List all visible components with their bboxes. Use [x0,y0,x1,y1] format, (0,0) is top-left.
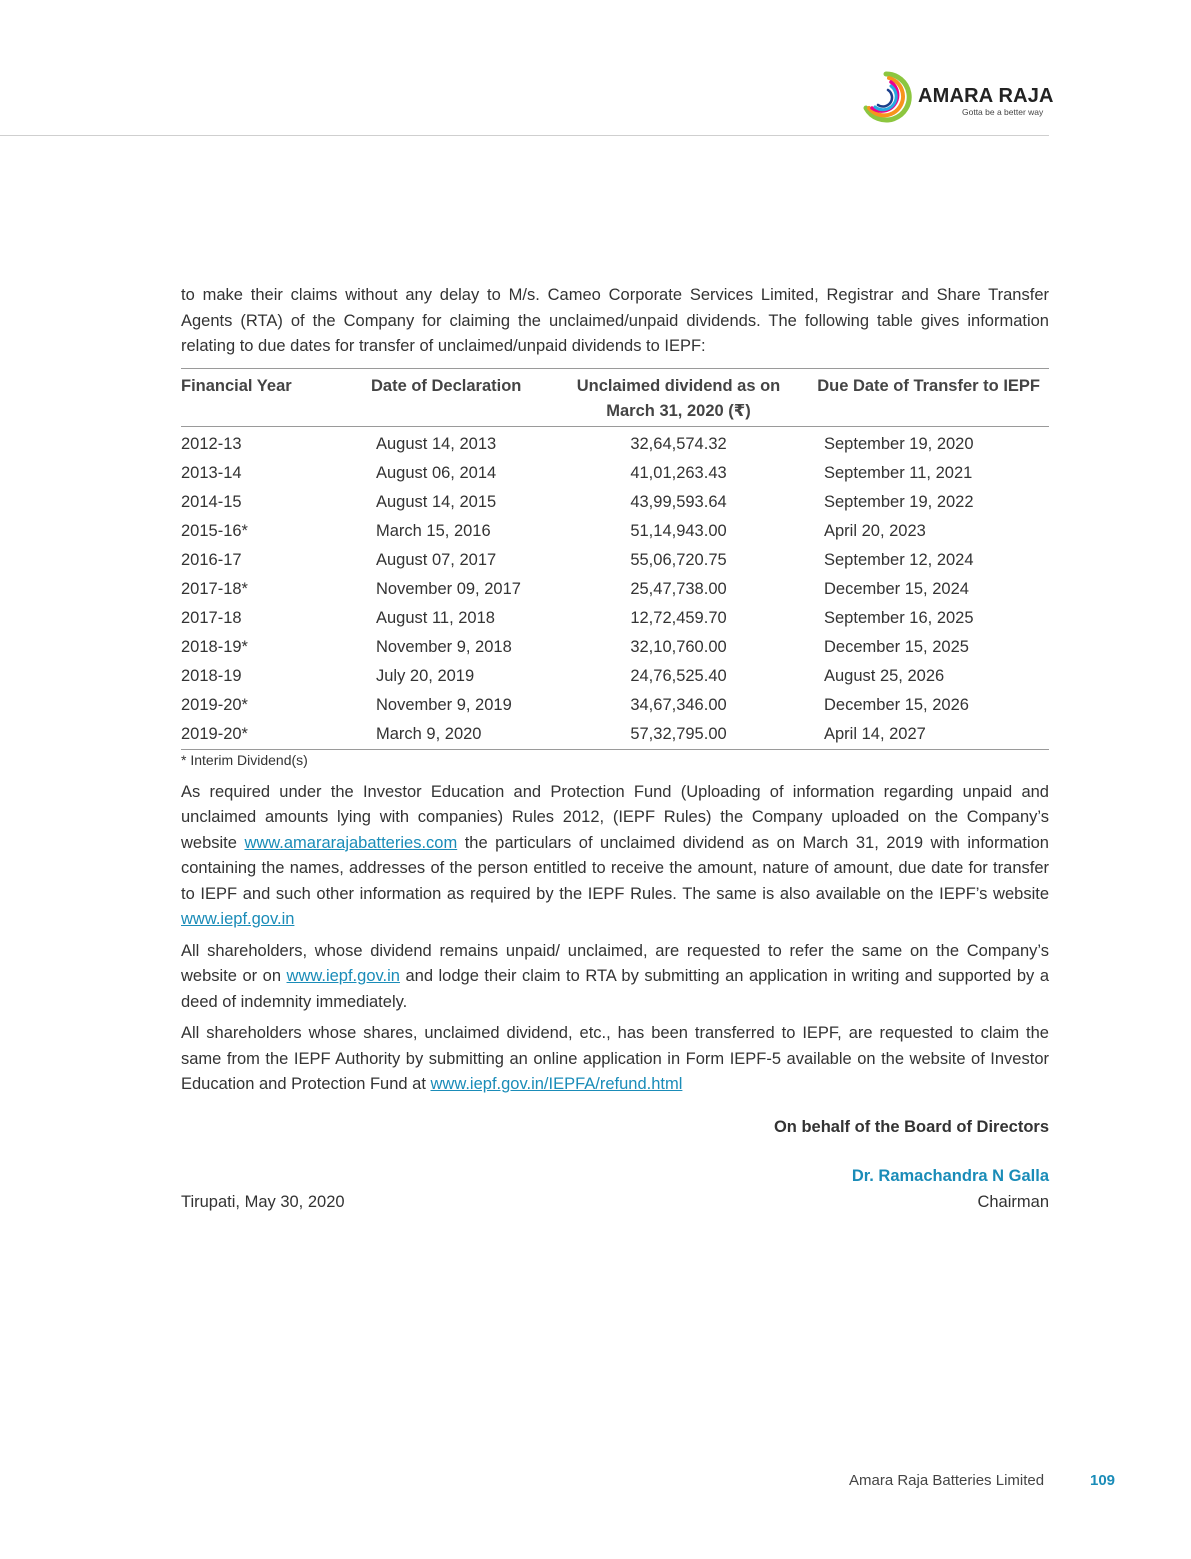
cell-unclaimed-amount: 24,76,525.40 [630,666,727,685]
cell-unclaimed-amount: 32,64,574.32 [630,434,727,453]
cell-due-date: September 19, 2022 [824,492,974,511]
cell-financial-year: 2012-13 [181,434,242,453]
table-row [181,691,1049,720]
cell-declaration-date: August 06, 2014 [376,463,497,482]
logo-tagline: Gotta be a better way [962,107,1044,117]
iepf-rules-paragraph [181,780,1049,933]
cell-financial-year: 2016-17 [181,550,242,569]
unclaimed-claim-paragraph [181,939,1049,1016]
signature-block [181,1167,1049,1227]
cell-declaration-date: November 09, 2017 [376,579,521,598]
signatory-role: Chairman [977,1192,1049,1211]
cell-financial-year: 2018-19* [181,637,248,656]
cell-declaration-date: November 9, 2019 [376,695,512,714]
place-and-date: Tirupati, May 30, 2020 [181,1192,345,1211]
table-header-row [181,368,1049,426]
cell-unclaimed-amount: 41,01,263.43 [630,463,727,482]
header-financial-year: Financial Year [181,376,292,395]
board-signature-heading: On behalf of the Board of Directors [773,1117,1049,1136]
para2-text-1: As required under the Investor Education and Protection Fund (Uploading of information regarding unpaid and unclaimed amounts lying with companies) Rules 2012, (IEPF Rules) the Company uploaded on the Company’s website [181,782,1049,852]
table-row [181,575,1049,604]
table-row [181,662,1049,691]
cell-financial-year: 2017-18 [181,608,242,627]
cell-due-date: December 15, 2024 [824,579,969,598]
para2-text-2: the particulars of unclaimed dividend as on March 31, 2019 with information containing the names, addresses of the person entitled to receive the amount, nature of amount, due date for transfer to IEPF and such other information as required by the IEPF Rules. The same is also available on the IEPF’s website [181,833,1049,903]
cell-due-date: September 16, 2025 [824,608,974,627]
cell-financial-year: 2014-15 [181,492,242,511]
cell-financial-year: 2019-20* [181,724,248,743]
cell-financial-year: 2018-19 [181,666,242,685]
cell-financial-year: 2017-18* [181,579,248,598]
iepf-website-link[interactable]: www.iepf.gov.in [181,910,295,928]
cell-declaration-date: August 11, 2018 [376,608,495,627]
cell-unclaimed-amount: 34,67,346.00 [630,695,727,714]
cell-unclaimed-amount: 25,47,738.00 [630,579,727,598]
cell-declaration-date: August 14, 2015 [376,492,497,511]
cell-unclaimed-amount: 43,99,593.64 [630,492,727,511]
page-content [181,283,1049,1227]
cell-unclaimed-amount: 57,32,795.00 [630,724,727,743]
cell-declaration-date: July 20, 2019 [376,666,475,685]
table-row [181,720,1049,750]
cell-declaration-date: August 14, 2013 [376,434,497,453]
iepf-refund-link[interactable]: www.iepf.gov.in/IEPFA/refund.html [430,1075,683,1093]
para3-text-2: and lodge their claim to RTA by submitting an application in writing and supported by a deed of indemnity immediately. [181,967,1049,1011]
cell-due-date: April 20, 2023 [824,521,926,540]
logo-swirl-icon [858,70,914,124]
table-row [181,517,1049,546]
table-footnote: * Interim Dividend(s) [181,751,308,768]
cell-due-date: September 12, 2024 [824,550,974,569]
cell-financial-year: 2013-14 [181,463,242,482]
signatory-name: Dr. Ramachandra N Galla [851,1166,1049,1185]
cell-financial-year: 2015-16* [181,521,248,540]
para3-text-1: All shareholders, whose dividend remains unpaid/ unclaimed, are requested to refer the same on the Company’s website or on [181,941,1049,985]
cell-unclaimed-amount: 12,72,459.70 [630,608,727,627]
page-number: 109 [1090,1472,1116,1489]
table-row [181,633,1049,662]
cell-due-date: August 25, 2026 [824,666,945,685]
iepf-refund-paragraph [181,1021,1049,1098]
table-row [181,459,1049,488]
intro-paragraph: to make their claims without any delay to M/s. Cameo Corporate Services Limited, Registrar and Share Transfer Agents (RTA) of the Company for claiming the unclaimed/unpaid dividends. The following table gives information relating to due dates for transfer of unclaimed/unpaid dividends to IEPF: [181,286,1049,355]
unclaimed-dividend-table [181,368,1049,750]
table-row [181,426,1049,459]
cell-unclaimed-amount: 51,14,943.00 [630,521,727,540]
cell-due-date: December 15, 2026 [824,695,969,714]
cell-financial-year: 2019-20* [181,695,248,714]
iepf-website-link[interactable]: www.iepf.gov.in [286,967,400,985]
cell-due-date: September 19, 2020 [824,434,974,453]
cell-unclaimed-amount: 55,06,720.75 [630,550,727,569]
header-divider [0,135,1049,136]
cell-due-date: September 11, 2021 [824,463,973,482]
para4-text-1: All shareholders whose shares, unclaimed dividend, etc., has been transferred to IEPF, are requested to claim the same from the IEPF Authority by submitting an online application in Form IEPF-5 available on the website of Investor Education and Protection Fund at [181,1024,1049,1093]
cell-declaration-date: March 9, 2020 [376,724,482,743]
table-row [181,604,1049,633]
header-unclaimed-dividend: Unclaimed dividend as on March 31, 2020 (₹) [576,376,781,420]
logo-name: AMARA RAJA [918,85,1054,107]
cell-due-date: April 14, 2027 [824,724,926,743]
footer-company-name: Amara Raja Batteries Limited [849,1472,1045,1489]
cell-declaration-date: March 15, 2016 [376,521,491,540]
cell-unclaimed-amount: 32,10,760.00 [630,637,727,656]
cell-due-date: December 15, 2025 [824,637,969,656]
cell-declaration-date: November 9, 2018 [376,637,512,656]
table-row [181,488,1049,517]
header-due-date: Due Date of Transfer to IEPF [817,376,1040,395]
table-row [181,546,1049,575]
header-date-of-declaration: Date of Declaration [371,376,522,395]
cell-declaration-date: August 07, 2017 [376,550,497,569]
company-logo [858,70,1058,124]
company-website-link[interactable]: www.amararajabatteries.com [244,833,458,852]
